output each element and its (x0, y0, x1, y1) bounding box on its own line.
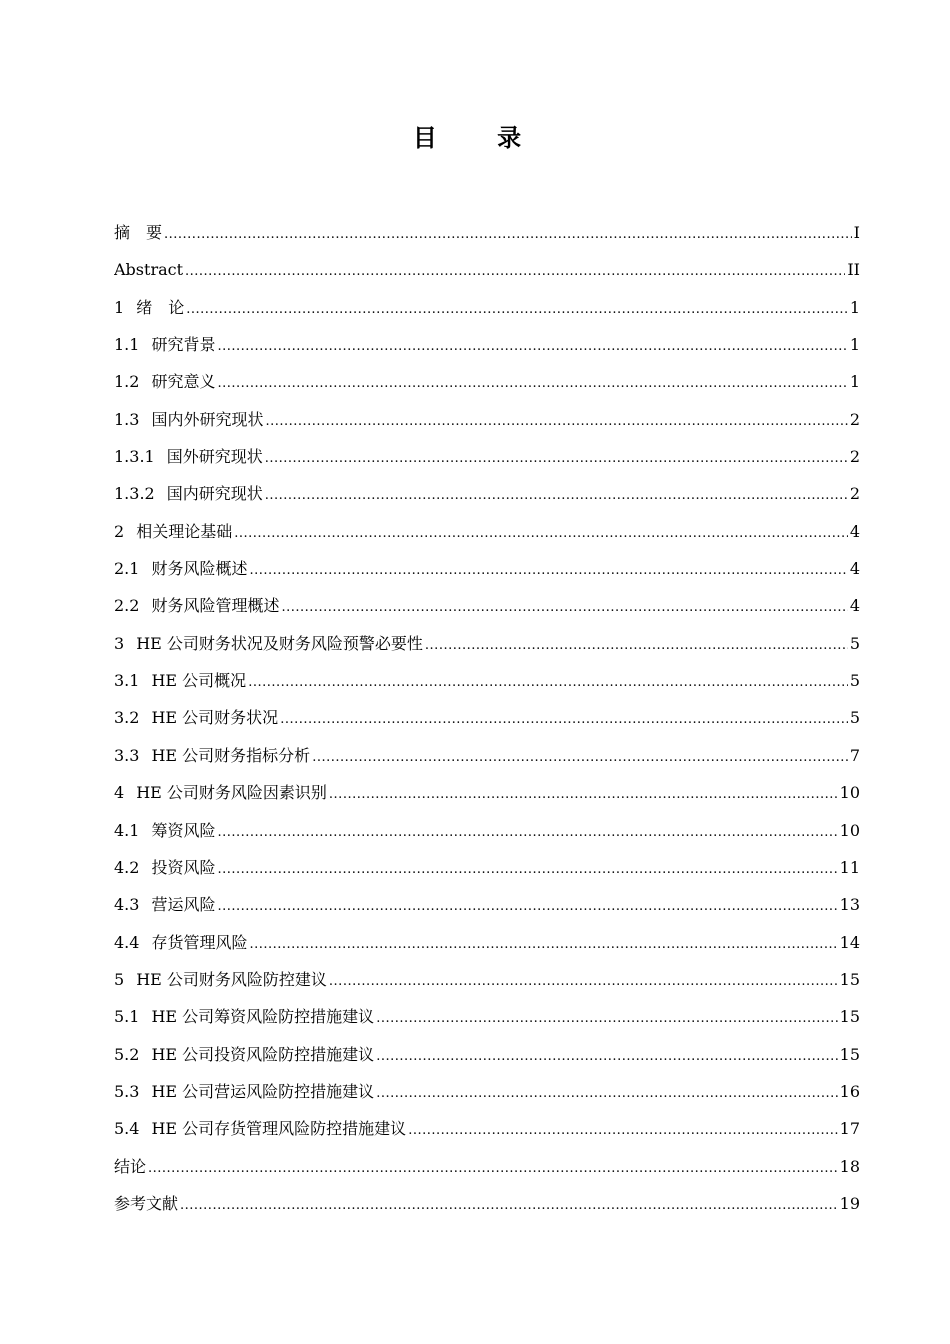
toc-entry[interactable] (114, 998, 860, 1035)
toc-entry-title: HE 公司投资风险防控措施建议 (151, 1044, 375, 1064)
toc-entry-page: 15 (839, 969, 860, 989)
toc-entry-number: 2.2 (114, 596, 140, 616)
toc-dot-leader (265, 440, 848, 475)
toc-entry-page: 14 (839, 932, 860, 952)
toc-list (114, 214, 860, 1222)
toc-entry-page: 7 (849, 745, 860, 765)
toc-entry-number: 4.4 (114, 932, 140, 952)
toc-entry[interactable] (114, 475, 860, 512)
toc-entry[interactable] (114, 251, 860, 288)
toc-entry-number: 1.2 (114, 372, 140, 392)
toc-entry-number: 3.1 (114, 671, 140, 691)
toc-entry-title: 营运风险 (151, 895, 216, 915)
toc-entry-title: HE 公司财务指标分析 (151, 745, 311, 765)
toc-entry[interactable] (114, 587, 860, 624)
toc-entry[interactable] (114, 1036, 860, 1073)
toc-entry-page: 4 (849, 596, 860, 616)
toc-entry-title: 结论 (114, 1156, 147, 1176)
toc-entry-page: 17 (839, 1119, 860, 1139)
toc-entry-title: 研究背景 (151, 335, 216, 355)
toc-entry-page: 4 (849, 559, 860, 579)
toc-dot-leader (234, 515, 848, 550)
toc-entry[interactable] (114, 625, 860, 662)
toc-entry-page: 5 (849, 708, 860, 728)
toc-title: 目 录 (412, 124, 548, 152)
toc-entry-number: 3 (114, 633, 125, 653)
toc-entry-number: 3.2 (114, 708, 140, 728)
toc-entry-title: HE 公司营运风险防控措施建议 (151, 1081, 375, 1101)
toc-entry-page: 10 (839, 783, 860, 803)
toc-entry-title: 参考文献 (114, 1193, 179, 1213)
toc-entry-page: II (847, 260, 860, 280)
toc-dot-leader (280, 701, 848, 736)
toc-entry-page: 2 (849, 484, 860, 504)
toc-entry-page: 2 (849, 447, 860, 467)
toc-dot-leader (376, 1000, 837, 1035)
toc-entry[interactable] (114, 886, 860, 923)
toc-dot-leader (217, 328, 847, 363)
toc-entry-page: 15 (839, 1007, 860, 1027)
toc-entry[interactable] (114, 812, 860, 849)
toc-dot-leader (408, 1112, 837, 1147)
toc-entry-title: 摘 要 (114, 223, 163, 242)
toc-entry[interactable] (114, 326, 860, 363)
toc-dot-leader (249, 926, 837, 961)
toc-entry[interactable] (114, 214, 860, 251)
toc-dot-leader (217, 365, 847, 400)
toc-entry-page: 10 (839, 820, 860, 840)
toc-entry-number: 1.3.1 (114, 447, 155, 467)
toc-entry-title: 财务风险管理概述 (151, 596, 280, 616)
toc-entry-page: 1 (849, 335, 860, 355)
toc-dot-leader (217, 888, 837, 923)
toc-entry-number: 5 (114, 969, 125, 989)
toc-entry-page: 16 (839, 1081, 860, 1101)
toc-entry-number: 5.3 (114, 1081, 140, 1101)
toc-entry-page: 15 (839, 1044, 860, 1064)
toc-entry-page: 11 (839, 857, 860, 877)
toc-entry-number: 1.1 (114, 335, 140, 355)
toc-dot-leader (281, 589, 847, 624)
toc-entry-title: 绪 论 (136, 297, 185, 317)
toc-entry-number: 4.1 (114, 820, 140, 840)
toc-entry[interactable] (114, 1185, 860, 1222)
toc-entry-title: 相关理论基础 (136, 521, 233, 541)
toc-dot-leader (265, 477, 848, 512)
toc-dot-leader (249, 552, 847, 587)
toc-entry-number: 5.1 (114, 1007, 140, 1027)
toc-entry-page: 1 (849, 372, 860, 392)
toc-entry-number: 3.3 (114, 745, 140, 765)
toc-entry[interactable] (114, 961, 860, 998)
toc-entry-title: HE 公司财务状况 (151, 708, 279, 728)
toc-dot-leader (329, 963, 838, 998)
toc-entry-title: 投资风险 (151, 857, 216, 877)
toc-entry-title: 国外研究现状 (166, 447, 263, 467)
toc-entry-number: 2 (114, 521, 125, 541)
toc-entry[interactable] (114, 849, 860, 886)
toc-entry-number: 2.1 (114, 559, 140, 579)
toc-entry-title: HE 公司存货管理风险防控措施建议 (151, 1119, 407, 1139)
toc-entry-title: HE 公司财务风险防控建议 (136, 969, 327, 989)
toc-dot-leader (217, 851, 837, 886)
toc-entry-title: HE 公司概况 (151, 671, 247, 691)
toc-entry-number: 4.3 (114, 895, 140, 915)
toc-entry-title: 国内外研究现状 (151, 409, 264, 429)
toc-entry-page: 4 (849, 521, 860, 541)
toc-entry-page: 5 (849, 633, 860, 653)
toc-dot-leader (376, 1038, 837, 1073)
toc-dot-leader (164, 216, 852, 251)
toc-entry-title: HE 公司财务状况及财务风险预警必要性 (136, 633, 423, 653)
toc-entry-number: 5.4 (114, 1119, 140, 1139)
toc-entry-title: 存货管理风险 (151, 932, 248, 952)
toc-entry[interactable] (114, 401, 860, 438)
toc-entry[interactable] (114, 1148, 860, 1185)
toc-entry-title: 研究意义 (151, 372, 216, 392)
toc-entry-number: 5.2 (114, 1044, 140, 1064)
toc-entry[interactable] (114, 662, 860, 699)
toc-entry[interactable] (114, 289, 860, 326)
toc-entry-page: 18 (839, 1156, 860, 1176)
toc-entry-page: 5 (849, 671, 860, 691)
toc-entry-page: 19 (839, 1193, 860, 1213)
toc-dot-leader (329, 776, 838, 811)
toc-entry[interactable] (114, 1110, 860, 1147)
toc-entry[interactable] (114, 550, 860, 587)
toc-dot-leader (425, 627, 848, 662)
toc-dot-leader (217, 814, 837, 849)
toc-entry-page: 13 (839, 895, 860, 915)
toc-entry[interactable] (114, 774, 860, 811)
toc-entry[interactable] (114, 438, 860, 475)
toc-dot-leader (185, 253, 845, 288)
toc-entry[interactable] (114, 924, 860, 961)
toc-dot-leader (248, 664, 848, 699)
toc-entry-page: I (853, 223, 860, 242)
toc-entry-number: 1.3 (114, 409, 140, 429)
toc-entry-title: 财务风险概述 (151, 559, 248, 579)
toc-dot-leader (148, 1150, 838, 1185)
toc-entry-number: 1.3.2 (114, 484, 155, 504)
toc-entry-title: 国内研究现状 (166, 484, 263, 504)
toc-entry[interactable] (114, 513, 860, 550)
toc-dot-leader (265, 403, 847, 438)
toc-entry[interactable] (114, 363, 860, 400)
toc-dot-leader (180, 1187, 838, 1222)
toc-entry-title: HE 公司筹资风险防控措施建议 (151, 1007, 375, 1027)
toc-entry-page: 2 (849, 409, 860, 429)
toc-entry[interactable] (114, 737, 860, 774)
toc-entry-number: 4.2 (114, 857, 140, 877)
toc-entry[interactable] (114, 699, 860, 736)
toc-dot-leader (186, 291, 848, 326)
toc-dot-leader (376, 1075, 837, 1110)
toc-entry-number: 4 (114, 783, 125, 803)
toc-entry[interactable] (114, 1073, 860, 1110)
toc-dot-leader (312, 739, 848, 774)
toc-entry-number: 1 (114, 297, 125, 317)
toc-entry-page: 1 (849, 297, 860, 317)
toc-entry-title: HE 公司财务风险因素识别 (136, 783, 327, 803)
toc-entry-title: Abstract (114, 260, 184, 280)
toc-entry-title: 筹资风险 (151, 820, 216, 840)
